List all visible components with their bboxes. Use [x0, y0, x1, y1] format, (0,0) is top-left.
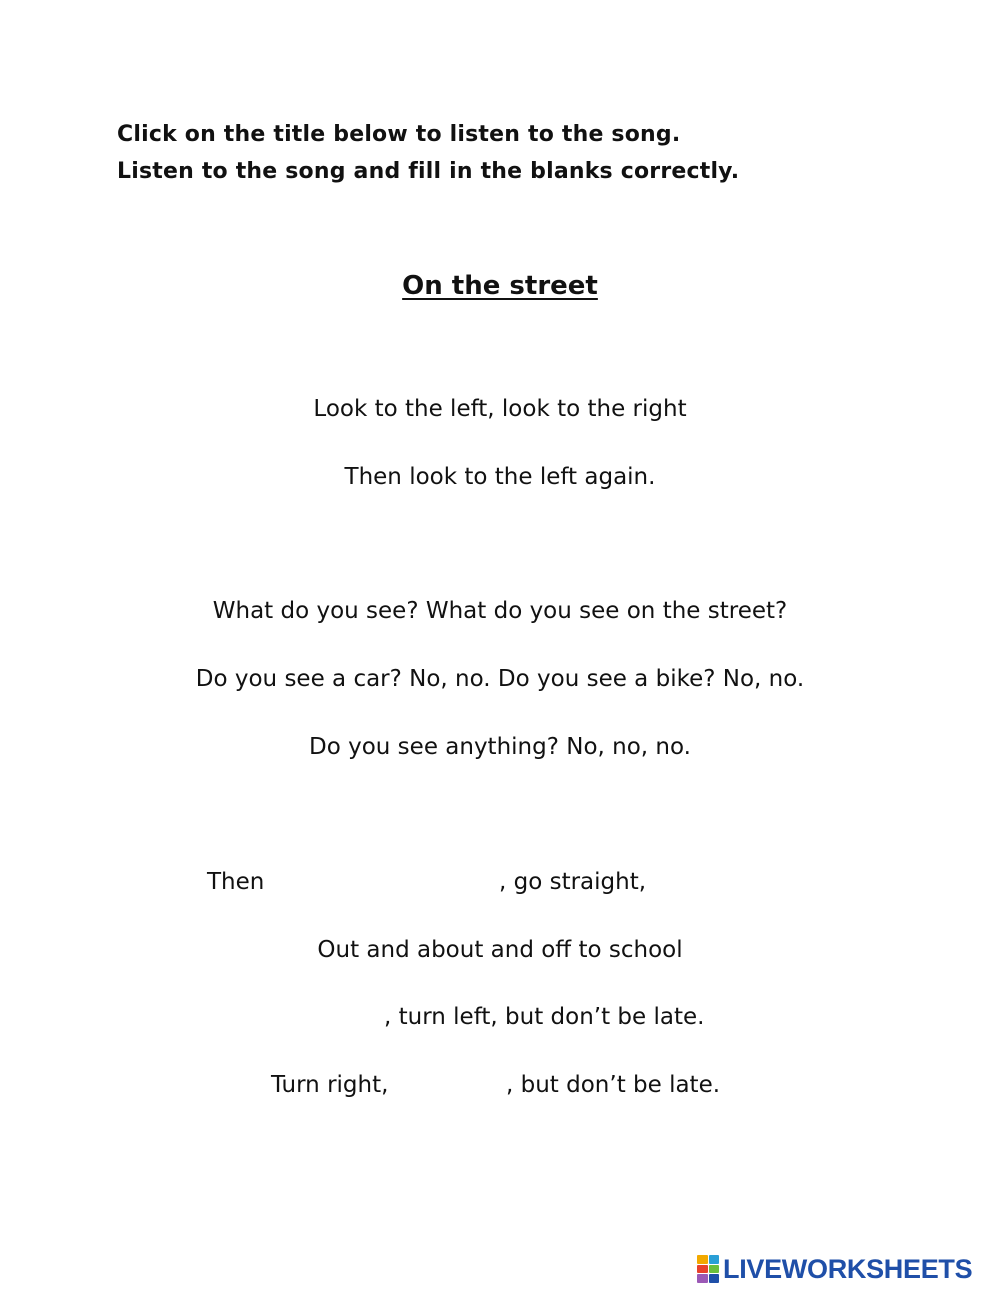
instruction-line-2: Listen to the song and fill in the blanks correctly.	[117, 159, 740, 184]
blank-2-input[interactable]	[270, 1002, 382, 1032]
verse2-line3: Do you see anything? No, no, no.	[309, 734, 691, 760]
verse2-line1: What do you see? What do you see on the street?	[212, 598, 788, 624]
liveworksheets-logo-icon	[697, 1255, 719, 1283]
verse3-line1-suffix: , go straight,	[499, 869, 647, 895]
instruction-line-1: Click on the title below to listen to the song.	[117, 122, 681, 147]
verse2-line2: Do you see a car? No, no. Do you see a bike? No, no.	[195, 666, 805, 692]
verse3-line1-prefix: Then	[207, 869, 265, 895]
verse1-line1: Look to the left, look to the right	[313, 396, 687, 422]
blank-3-input[interactable]	[408, 1070, 504, 1100]
verse3-line3-suffix: , turn left, but don’t be late.	[384, 1004, 705, 1030]
blank-1-input[interactable]	[270, 867, 498, 897]
liveworksheets-brand	[697, 1253, 993, 1285]
verse1-line2: Then look to the left again.	[344, 464, 656, 490]
song-title-link[interactable]: On the street	[402, 271, 598, 301]
verse3-line4-prefix: Turn right,	[271, 1072, 389, 1098]
verse3-line2: Out and about and off to school	[317, 937, 683, 963]
verse3-line4-suffix: , but don’t be late.	[506, 1072, 721, 1098]
brand-name: LIVEWORKSHEETS	[723, 1254, 973, 1284]
